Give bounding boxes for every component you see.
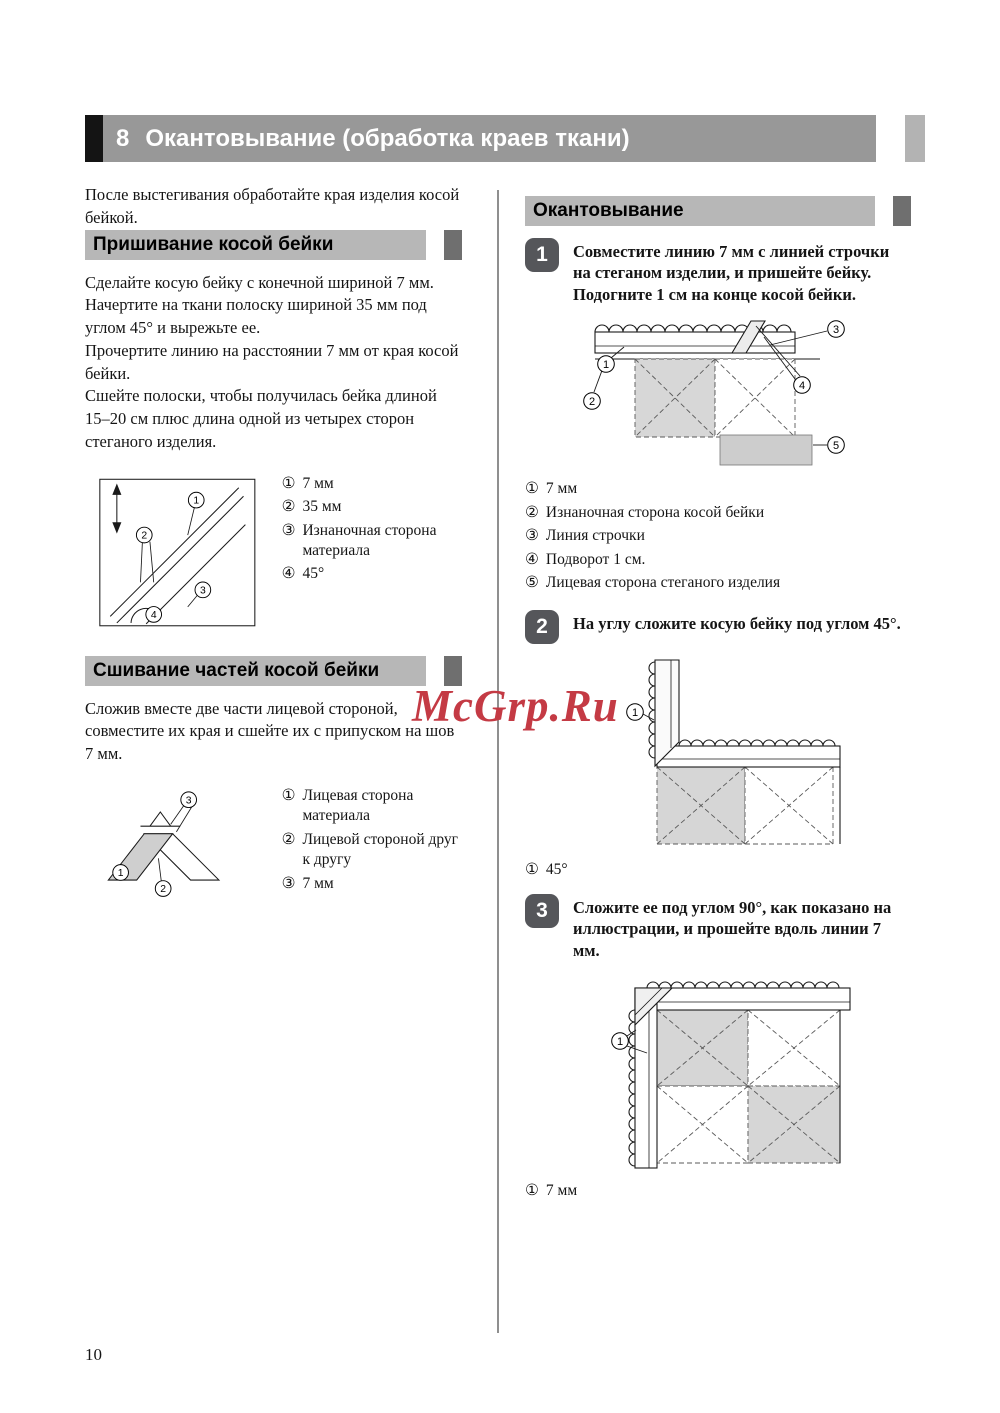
step-3 bbox=[525, 894, 911, 961]
svg-text:1: 1 bbox=[193, 495, 200, 507]
legend-item: ③ Линия строчки bbox=[525, 527, 645, 545]
svg-text:2: 2 bbox=[588, 396, 596, 409]
section-title-bar: Сшивание частей косой бейки bbox=[85, 656, 426, 686]
legend-item: ① 7 мм bbox=[525, 1182, 578, 1200]
legend-item: ③ Изнаночная сторона материала bbox=[281, 521, 437, 560]
svg-text:1: 1 bbox=[616, 1036, 624, 1049]
callout-1 bbox=[627, 703, 644, 720]
figure-step2 bbox=[625, 654, 911, 852]
legend-item: ④ Подворот 1 см. bbox=[525, 550, 646, 568]
page-number: 10 bbox=[85, 1345, 102, 1364]
section-header-joining-strips bbox=[85, 656, 462, 686]
step2-legend bbox=[525, 860, 911, 880]
legend-item: ⑤ Лицевая сторона стеганого изделия bbox=[525, 574, 781, 592]
callout-1 bbox=[113, 865, 129, 881]
callout-1 bbox=[612, 1033, 629, 1050]
paragraph: Сложив вместе две части лицевой стороной, совместите их края и сшейте их с припуском на шов 7 мм. bbox=[85, 698, 455, 764]
legend-item: ① 7 мм bbox=[281, 474, 334, 492]
svg-text:3: 3 bbox=[832, 324, 840, 337]
step-instruction: Совместите линию 7 мм с линией строчки на стеганом изделии, и пришейте бейку. Подогните 1 см на конце косой бейки. bbox=[573, 242, 890, 304]
column-divider bbox=[497, 190, 499, 1333]
svg-text:1: 1 bbox=[631, 706, 639, 719]
section-title-bar: Окантовывание bbox=[525, 196, 875, 226]
step-number-badge: 1 bbox=[525, 238, 559, 272]
chapter-title-bar bbox=[103, 115, 876, 162]
fold-90-diagram bbox=[610, 973, 860, 1171]
callout-1 bbox=[188, 492, 204, 508]
figure-joining-strips bbox=[97, 784, 462, 909]
quilt-face-area bbox=[720, 435, 812, 465]
bias-tape-band bbox=[595, 332, 795, 353]
paragraph: Сделайте косую бейку с конечной шириной 7 мм. Начертите на ткани полоску шириной 35 мм под углом 45° и вырежьте ее. bbox=[85, 272, 434, 338]
step-instruction: Сложите ее под углом 90°, как показано на иллюстрации, и прошейте вдоль линии 7 мм. bbox=[573, 898, 892, 960]
figure-legend bbox=[282, 474, 462, 588]
legend-item: ① Лицевая сторона материала bbox=[281, 786, 414, 825]
paragraph: Сшейте полоски, чтобы получилась бейка длиной 15–20 см плюс длина одной из четырех сторон стеганого изделия. bbox=[85, 386, 437, 451]
legend-item: ④ 45° bbox=[281, 565, 325, 583]
section-header-binding bbox=[525, 196, 911, 226]
bias-strip-cutting-diagram bbox=[97, 472, 260, 634]
callout-2 bbox=[584, 393, 601, 410]
callout-2 bbox=[136, 527, 152, 543]
bias-tape-band bbox=[657, 746, 840, 767]
section-marker-square bbox=[893, 196, 911, 226]
svg-text:1: 1 bbox=[602, 359, 610, 372]
attach-binding-diagram bbox=[580, 317, 850, 467]
svg-text:3: 3 bbox=[185, 795, 192, 807]
scalloped-edge-vertical bbox=[649, 662, 655, 758]
callout-3 bbox=[195, 582, 211, 598]
intro-paragraph: После выстегивания обработайте края изделия косой бейкой. bbox=[85, 185, 460, 227]
site-watermark: McGrp.Ru bbox=[412, 681, 619, 731]
chapter-marker-square bbox=[85, 115, 103, 162]
strip-joining-diagram bbox=[97, 784, 260, 909]
scalloped-edge bbox=[647, 982, 839, 988]
step-number-badge: 2 bbox=[525, 610, 559, 644]
step-instruction: На углу сложите косую бейку под углом 45°. bbox=[573, 613, 901, 633]
svg-text:2: 2 bbox=[160, 884, 167, 896]
section-bar-gap bbox=[426, 230, 444, 260]
scalloped-edge bbox=[679, 740, 835, 746]
legend-item: ② Лицевой стороной друг к другу bbox=[281, 830, 459, 869]
svg-text:1: 1 bbox=[117, 868, 124, 880]
svg-text:4: 4 bbox=[798, 380, 806, 393]
callout-1 bbox=[598, 356, 615, 373]
step1-legend bbox=[525, 479, 911, 593]
section-bar-gap bbox=[875, 196, 893, 226]
step-number-badge: 3 bbox=[525, 894, 559, 928]
figure-step3 bbox=[610, 973, 911, 1171]
legend-item: ③ 7 мм bbox=[281, 874, 334, 892]
legend-item: ② 35 мм bbox=[281, 498, 342, 516]
paragraph: Прочертите линию на расстоянии 7 мм от края косой бейки. bbox=[85, 340, 459, 383]
seam-tip bbox=[150, 812, 171, 826]
legend-item: ② Изнаночная сторона косой бейки bbox=[525, 503, 765, 521]
callout-4 bbox=[794, 377, 811, 394]
callout-3 bbox=[828, 321, 845, 338]
step-1 bbox=[525, 238, 911, 305]
step-2 bbox=[525, 610, 911, 644]
legend-item: ① 45° bbox=[525, 860, 568, 878]
svg-text:5: 5 bbox=[832, 440, 840, 453]
figure-bias-cutting bbox=[97, 472, 462, 634]
chapter-header bbox=[85, 115, 876, 162]
svg-text:2: 2 bbox=[141, 530, 148, 542]
section-title-bar: Пришивание косой бейки bbox=[85, 230, 426, 260]
scalloped-edge-vertical bbox=[629, 1010, 635, 1166]
svg-text:3: 3 bbox=[199, 585, 206, 597]
callout-5 bbox=[828, 437, 845, 454]
svg-text:4: 4 bbox=[150, 609, 157, 621]
section-marker-square bbox=[444, 230, 462, 260]
header-side-square bbox=[905, 115, 925, 162]
callout-3 bbox=[181, 792, 197, 808]
left-column bbox=[85, 184, 462, 909]
step3-legend bbox=[525, 1181, 911, 1201]
figure-step1 bbox=[580, 317, 911, 467]
section-header-binding-attach bbox=[85, 230, 462, 260]
fold-45-diagram bbox=[625, 654, 855, 852]
chapter-number: 8 bbox=[116, 124, 130, 152]
figure-legend bbox=[282, 786, 462, 897]
chapter-title: Окантовывание (обработка краев ткани) bbox=[145, 124, 630, 152]
callout-4 bbox=[146, 606, 162, 622]
callout-2 bbox=[155, 881, 171, 897]
legend-item: ① 7 мм bbox=[525, 480, 578, 498]
